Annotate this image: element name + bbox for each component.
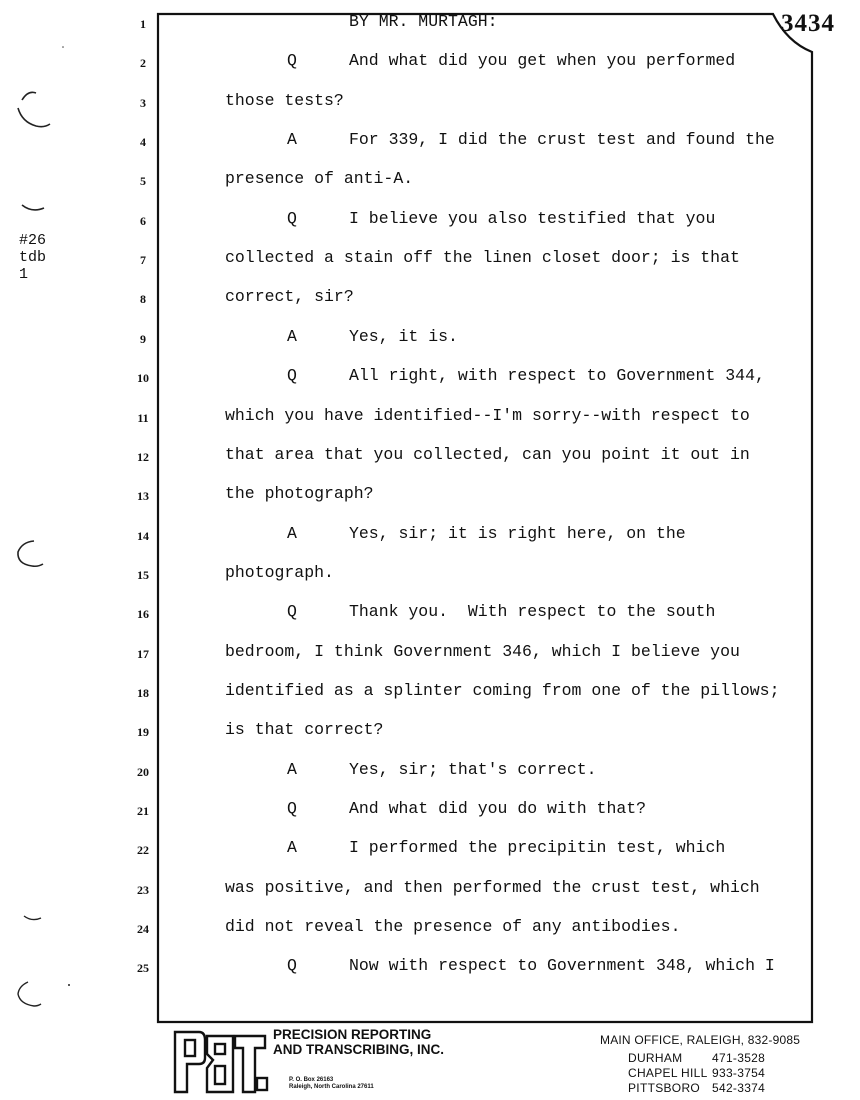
transcript-line-text: those tests?: [225, 90, 344, 110]
line-number: 11: [137, 410, 149, 425]
margin-bracket-mark: [24, 916, 41, 920]
line-number: 3: [140, 95, 146, 110]
transcript-line-text: did not reveal the presence of any antibodies.: [225, 917, 681, 937]
line-number: 10: [137, 371, 149, 386]
transcript-line-text: Yes, it is.: [349, 326, 458, 346]
answer-marker: A: [287, 326, 297, 346]
company-name: [273, 1027, 444, 1057]
line-number: 16: [137, 607, 149, 622]
transcript-line-text: correct, sir?: [225, 287, 354, 307]
transcript-line-text: And what did you get when you performed: [349, 51, 736, 71]
answer-marker: A: [287, 838, 297, 858]
line-number: 1: [140, 17, 146, 31]
margin-note-number: 1: [19, 266, 29, 283]
transcript-line-text: Yes, sir; that's correct.: [349, 759, 597, 779]
line-number: 6: [140, 213, 146, 228]
transcript-line-text: Thank you. With respect to the south: [349, 602, 716, 622]
office-city: DURHAM: [628, 1051, 683, 1065]
address-line1: P. O. Box 26163: [289, 1077, 334, 1083]
office-city: PITTSBORO: [628, 1081, 701, 1095]
company-name-line2: AND TRANSCRIBING, INC.: [273, 1042, 444, 1057]
answer-marker: A: [287, 759, 297, 779]
line-number: 20: [137, 764, 149, 779]
line-number: 18: [137, 685, 149, 700]
line-number: 12: [137, 449, 149, 464]
answer-marker: A: [287, 523, 297, 543]
line-number: 7: [140, 253, 146, 268]
line-number: 15: [137, 567, 149, 582]
margin-bracket-mark: [18, 541, 43, 566]
line-number: 24: [137, 922, 149, 937]
line-number: 4: [140, 135, 146, 150]
office-row: [628, 1081, 765, 1095]
transcript-line-text: And what did you do with that?: [349, 799, 647, 818]
transcript-line-text: which you have identified--I'm sorry--with respect to: [225, 405, 750, 425]
margin-bracket-mark: [22, 205, 44, 210]
transcript-line-text: is that correct?: [225, 720, 384, 740]
transcript-line-text: that area that you collected, can you point it out in: [225, 444, 750, 464]
margin-bracket-mark: [18, 982, 41, 1006]
answer-marker: A: [287, 130, 297, 150]
transcript-line-text: was positive, and then performed the crust test, which: [225, 877, 760, 897]
line-number: 21: [137, 804, 149, 818]
line-number: 19: [137, 725, 149, 740]
question-marker: Q: [287, 602, 297, 622]
main-office: MAIN OFFICE, RALEIGH, 832-9085: [600, 1033, 801, 1047]
line-number: 13: [137, 489, 149, 504]
transcript-line-text: photograph.: [225, 562, 334, 582]
margin-note-initials: tdb: [19, 249, 47, 266]
line-number: 17: [137, 646, 149, 661]
line-number: 8: [140, 292, 146, 307]
transcript-line-text: Yes, sir; it is right here, on the: [349, 523, 686, 543]
transcript-line-text: Now with respect to Government 348, which I: [349, 956, 775, 976]
transcript-line-text: collected a stain off the linen closet door; is that: [225, 248, 740, 268]
transcript-line-text: For 339, I did the crust test and found the: [349, 130, 775, 150]
office-city: CHAPEL HILL: [628, 1066, 708, 1080]
margin-note-exhibit: #26: [19, 232, 47, 249]
transcript-line-text: presence of anti-A.: [225, 169, 414, 189]
question-marker: Q: [287, 799, 297, 818]
question-marker: Q: [287, 208, 297, 228]
office-phone: 471-3528: [712, 1051, 766, 1065]
office-row: [628, 1066, 765, 1080]
transcript-line-text: bedroom, I think Government 346, which I believe you: [225, 641, 740, 661]
address-line2: Raleigh, North Carolina 27611: [289, 1084, 374, 1090]
margin-bracket-mark: [18, 92, 50, 126]
transcript-line-text: the photograph?: [225, 484, 374, 504]
line-number: 23: [137, 882, 149, 897]
company-logo: [173, 1030, 269, 1094]
transcript-line-text: All right, with respect to Government 344,: [349, 366, 765, 386]
transcript-line-text: I performed the precipitin test, which: [349, 838, 726, 858]
line-number: 25: [137, 961, 149, 976]
transcript-line-text: identified as a splinter coming from one of the pillows;: [225, 680, 780, 700]
office-phone: 933-3754: [712, 1066, 766, 1080]
line-number: 22: [137, 843, 149, 858]
office-row: [628, 1051, 765, 1065]
line-number: 14: [137, 528, 149, 543]
page-number: 3434: [781, 10, 835, 37]
transcript-line-text: I believe you also testified that you: [349, 208, 716, 228]
line-number: 5: [140, 174, 146, 189]
question-marker: Q: [287, 366, 297, 386]
examination-heading: BY MR. MURTAGH:: [349, 12, 498, 31]
company-name-line1: PRECISION REPORTING: [273, 1027, 432, 1042]
company-address: [289, 1077, 374, 1091]
line-number: 9: [140, 331, 146, 346]
question-marker: Q: [287, 51, 297, 71]
line-number: 2: [140, 56, 146, 71]
office-phone: 542-3374: [712, 1081, 766, 1095]
question-marker: Q: [287, 956, 297, 976]
